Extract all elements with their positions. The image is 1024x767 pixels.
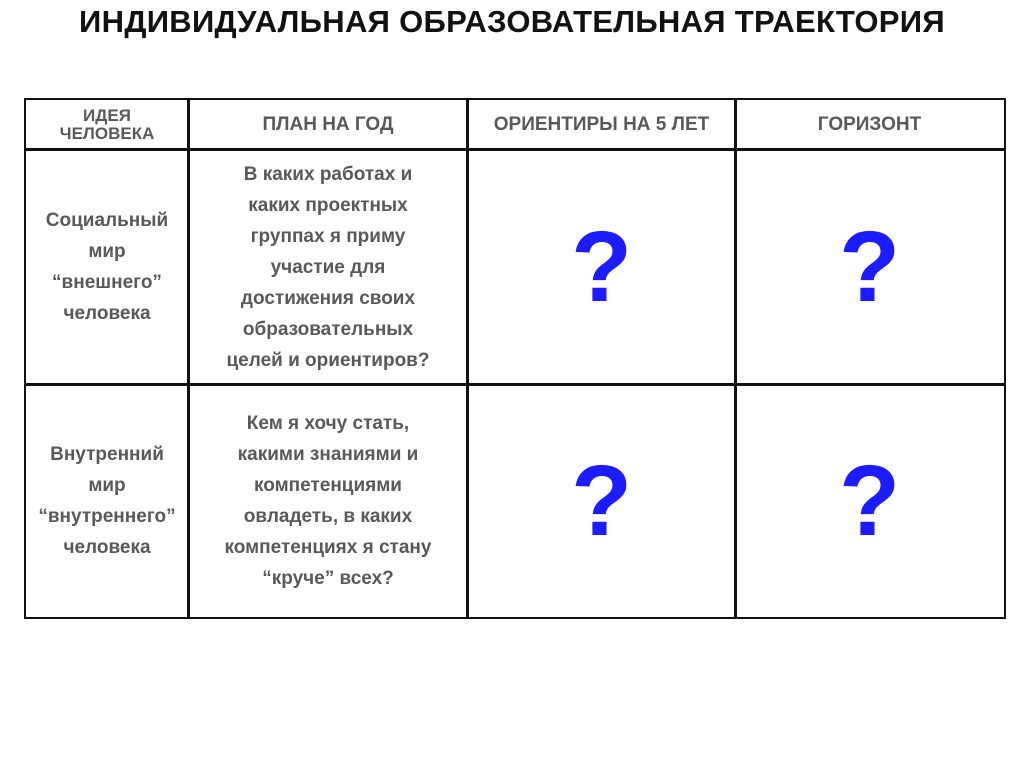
header-plan: ПЛАН НА ГОД (262, 113, 394, 135)
row-social-label: Социальный мир “внешнего” человека (45, 210, 169, 324)
page-title: ИНДИВИДУАЛЬНАЯ ОБРАЗОВАТЕЛЬНАЯ ТРАЕКТОРИЯ (79, 4, 945, 39)
trajectory-table (24, 98, 1006, 619)
row-inner-label: Внутренний мир “внутреннего” человека (38, 444, 176, 558)
header-idea: ИДЕЯ ЧЕЛОВЕКА (59, 105, 155, 143)
question-mark-icon: ? (570, 211, 633, 323)
header-five-years: ОРИЕНТИРЫ НА 5 ЛЕТ (493, 113, 710, 135)
question-mark-icon: ? (838, 445, 901, 557)
row-inner-plan: Кем я хочу стать, какими знаниями и компетенциями овладеть, в каких компетенциях я стану “круче” всех? (224, 413, 432, 589)
row-social-plan: В каких работах и каких проектных группах я приму участие для достижения своих образовательных целей и ориентиров? (226, 163, 430, 371)
question-mark-icon: ? (570, 445, 633, 557)
header-horizon: ГОРИЗОНТ (817, 113, 922, 135)
question-mark-icon: ? (838, 211, 901, 323)
